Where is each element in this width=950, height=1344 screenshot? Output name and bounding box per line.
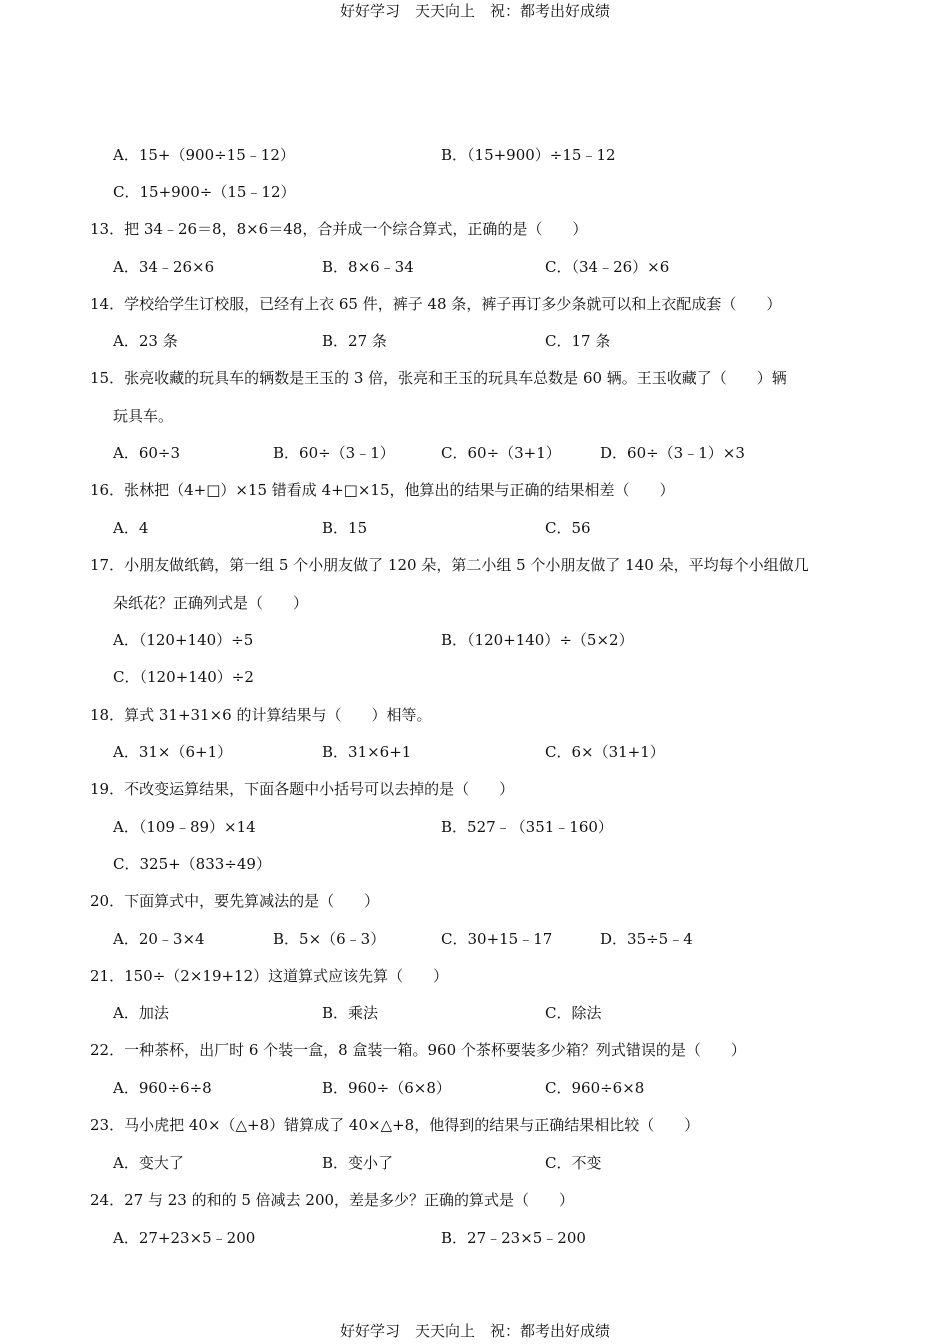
q22-option-c: C．960÷6×8 bbox=[545, 1079, 645, 1097]
q12-option-b: B．（15+900）÷15﹣12 bbox=[441, 146, 616, 164]
q21-option-c: C．除法 bbox=[545, 1004, 602, 1022]
q15-option-c: C．60÷（3+1） bbox=[441, 444, 561, 462]
q14-stem: 14．学校给学生订校服，已经有上衣 65 件，裤子 48 条，裤子再订多少条就可以和上衣配成套（ ） bbox=[90, 295, 782, 313]
q16-stem: 16．张林把（4+□）×15 错看成 4+□×15，他算出的结果与正确的结果相差（ ） bbox=[90, 481, 675, 499]
q16-option-a: A．4 bbox=[113, 519, 149, 537]
q13-option-c: C．（34﹣26）×6 bbox=[545, 258, 670, 276]
q14-option-c: C．17 条 bbox=[545, 332, 611, 350]
q23-option-c: C．不变 bbox=[545, 1154, 602, 1172]
q20-option-b: B．5×（6﹣3） bbox=[273, 930, 386, 948]
q23-stem: 23．马小虎把 40×（△+8）错算成了 40×△+8，他得到的结果与正确结果相比较（ ） bbox=[90, 1116, 700, 1134]
q18-option-a: A．31×（6+1） bbox=[113, 743, 233, 761]
q22-option-a: A．960÷6÷8 bbox=[113, 1079, 212, 1097]
q17-option-c: C．（120+140）÷2 bbox=[113, 668, 254, 686]
q20-option-c: C．30+15﹣17 bbox=[441, 930, 553, 948]
q13-option-b: B．8×6﹣34 bbox=[322, 258, 414, 276]
q15-stem-line1: 15．张亮收藏的玩具车的辆数是王玉的 3 倍，张亮和王玉的玩具车总数是 60 辆。王玉收藏了（ ）辆 bbox=[90, 369, 787, 387]
q19-stem: 19．不改变运算结果，下面各题中小括号可以去掉的是（ ） bbox=[90, 780, 515, 798]
q18-option-b: B．31×6+1 bbox=[322, 743, 412, 761]
q19-option-c: C．325+（833÷49） bbox=[113, 855, 271, 873]
q22-option-b: B．960÷（6×8） bbox=[322, 1079, 451, 1097]
q12-option-a: A．15+（900÷15﹣12） bbox=[113, 146, 295, 164]
page-header: 好好学习 天天向上 祝：都考出好成绩 bbox=[339, 2, 610, 20]
q23-option-a: A．变大了 bbox=[113, 1154, 184, 1172]
q20-option-d: D．35÷5﹣4 bbox=[600, 930, 693, 948]
q15-option-a: A．60÷3 bbox=[113, 444, 181, 462]
q17-option-a: A．（120+140）÷5 bbox=[113, 631, 254, 649]
q17-stem-line2: 朵纸花？正确列式是（ ） bbox=[113, 594, 309, 612]
q15-option-b: B．60÷（3﹣1） bbox=[273, 444, 395, 462]
q14-option-b: B．27 条 bbox=[322, 332, 387, 350]
page-footer: 好好学习 天天向上 祝：都考出好成绩 bbox=[339, 1322, 610, 1340]
q13-stem: 13．把 34﹣26＝8，8×6＝48，合并成一个综合算式，正确的是（ ） bbox=[90, 220, 588, 238]
q21-option-b: B．乘法 bbox=[322, 1004, 379, 1022]
q20-stem: 20．下面算式中，要先算减法的是（ ） bbox=[90, 892, 380, 910]
q17-option-b: B．（120+140）÷（5×2） bbox=[441, 631, 634, 649]
q22-stem: 22．一种茶杯，出厂时 6 个装一盒，8 盒装一箱。960 个茶杯要装多少箱？列式错误的是（ ） bbox=[90, 1041, 746, 1059]
q16-option-c: C．56 bbox=[545, 519, 591, 537]
q18-stem: 18．算式 31+31×6 的计算结果与（ ）相等。 bbox=[90, 706, 432, 724]
q24-stem: 24．27 与 23 的和的 5 倍减去 200，差是多少？正确的算式是（ ） bbox=[90, 1191, 575, 1209]
q15-stem-line2: 玩具车。 bbox=[113, 407, 174, 425]
q19-option-b: B．527﹣（351﹣160） bbox=[441, 818, 613, 836]
q23-option-b: B．变小了 bbox=[322, 1154, 394, 1172]
q20-option-a: A．20﹣3×4 bbox=[113, 930, 205, 948]
q15-option-d: D．60÷（3﹣1）×3 bbox=[600, 444, 745, 462]
q14-option-a: A．23 条 bbox=[113, 332, 178, 350]
q13-option-a: A．34﹣26×6 bbox=[113, 258, 215, 276]
q16-option-b: B．15 bbox=[322, 519, 368, 537]
q17-stem-line1: 17．小朋友做纸鹤，第一组 5 个小朋友做了 120 朵，第二小组 5 个小朋友做了 140 朵，平均每个小组做几 bbox=[90, 556, 809, 574]
q12-option-c: C．15+900÷（15﹣12） bbox=[113, 183, 296, 201]
q24-option-a: A．27+23×5﹣200 bbox=[113, 1229, 256, 1247]
q18-option-c: C．6×（31+1） bbox=[545, 743, 665, 761]
q19-option-a: A．（109﹣89）×14 bbox=[113, 818, 256, 836]
q21-option-a: A．加法 bbox=[113, 1004, 169, 1022]
q24-option-b: B．27﹣23×5﹣200 bbox=[441, 1229, 586, 1247]
q21-stem: 21．150÷（2×19+12）这道算式应该先算（ ） bbox=[90, 967, 449, 985]
